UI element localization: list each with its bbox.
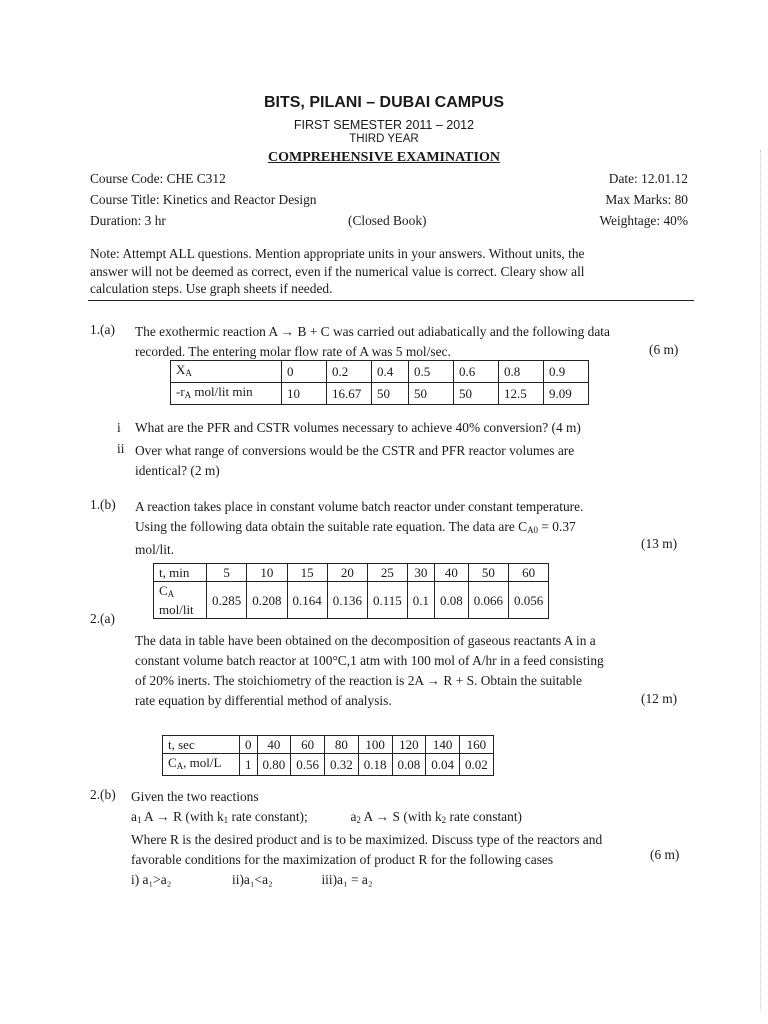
- question-line: of 20% inerts. The stoichiometry of the reaction is 2A → R + S. Obtain the suitable: [135, 673, 582, 688]
- table-header-cell: $-r_A$ mol/lit min: [171, 383, 282, 405]
- marks: (6 m): [649, 342, 679, 357]
- table-header-cell: t, min: [154, 564, 207, 582]
- table-cell: 40: [435, 564, 469, 582]
- subquestion-number: ii: [117, 441, 125, 456]
- course-code: Course Code: CHE C312: [90, 171, 226, 186]
- table-header-cell: $C_A$ mol/lit: [154, 582, 207, 619]
- table-cell: 10: [247, 564, 287, 582]
- table-cell: 0.32: [325, 754, 359, 776]
- question-text: [135, 322, 695, 361]
- table-cell: 160: [460, 736, 494, 754]
- question-number: 1.(b): [90, 497, 116, 512]
- question-text: [135, 631, 695, 711]
- table-row: [154, 582, 549, 619]
- table-cell: 15: [287, 564, 327, 582]
- table-cell: 80: [325, 736, 359, 754]
- data-table-q1b: [153, 563, 549, 619]
- weightage: Weightage: 40%: [599, 213, 688, 228]
- table-row: [163, 736, 494, 754]
- table-header-cell: $X_A$: [171, 361, 282, 383]
- table-cell: 120: [392, 736, 426, 754]
- table-cell: 0.04: [426, 754, 460, 776]
- table-cell: 12.5: [499, 383, 544, 405]
- semester-line: FIRST SEMESTER 2011 – 2012: [293, 118, 475, 132]
- question-line: A reaction takes place in constant volume batch reactor under constant temperature.: [135, 499, 584, 514]
- table-cell: 0.164: [287, 582, 327, 619]
- question-line: The exothermic reaction A → B + C was carried out adiabatically and the following data: [135, 324, 610, 339]
- table-cell: 0.056: [509, 582, 549, 619]
- table-header-cell: $C_A$, mol/L: [163, 754, 240, 776]
- table-cell: 0.285: [207, 582, 247, 619]
- marks: (12 m): [641, 691, 678, 706]
- table-cell: 50: [454, 383, 499, 405]
- note-line: Note: Attempt ALL questions. Mention appropriate units in your answers. Without units, the: [90, 246, 585, 261]
- table-cell: 40: [257, 736, 291, 754]
- closed-book: (Closed Book): [348, 213, 427, 228]
- table-cell: 0.02: [460, 754, 494, 776]
- scan-edge-line: [760, 150, 762, 1010]
- table-cell: 0.8: [499, 361, 544, 383]
- table-cell: 50: [409, 383, 454, 405]
- table-row: [154, 564, 549, 582]
- table-row: [171, 383, 589, 405]
- table-cell: 50: [468, 564, 508, 582]
- case-1: i) a₁>a₂: [131, 872, 172, 887]
- table-cell: 1: [240, 754, 258, 776]
- table-cell: 0.56: [291, 754, 325, 776]
- question-line: rate equation by differential method of analysis.: [135, 693, 392, 708]
- question-text: [131, 787, 696, 890]
- table-cell: 16.67: [327, 383, 372, 405]
- question-number: 2.(a): [90, 611, 115, 626]
- exam-date: Date: 12.01.12: [608, 171, 688, 186]
- exam-title: COMPREHENSIVE EXAMINATION: [268, 150, 500, 165]
- subquestion-number: i: [117, 420, 121, 435]
- subquestion-text: [135, 441, 695, 480]
- table-cell: 140: [426, 736, 460, 754]
- table-cell: 100: [358, 736, 392, 754]
- data-table-q2a: [162, 735, 494, 776]
- question-line: favorable conditions for the maximization of product R for the following cases: [131, 852, 554, 867]
- cases-line: [131, 870, 696, 890]
- max-marks: Max Marks: 80: [605, 192, 688, 207]
- question-line: recorded. The entering molar flow rate of A was 5 mol/sec.: [135, 343, 451, 359]
- table-row: [163, 754, 494, 776]
- table-cell: 0.08: [435, 582, 469, 619]
- year-line: THIRD YEAR: [349, 133, 419, 145]
- reaction-2: $a_2$ A → S (with $k_2$ rate constant): [350, 809, 523, 825]
- question-line: identical? (2 m): [135, 462, 220, 478]
- course-title: Course Title: Kinetics and Reactor Design: [90, 192, 317, 207]
- table-cell: 0.9: [544, 361, 589, 383]
- table-cell: 0.5: [409, 361, 454, 383]
- question-line: Given the two reactions: [131, 789, 259, 804]
- table-cell: 0.6: [454, 361, 499, 383]
- table-cell: 0.80: [257, 754, 291, 776]
- case-3: iii)a₁ = a₂: [321, 872, 373, 887]
- table-header-cell: t, sec: [163, 736, 240, 754]
- question-line: Using the following data obtain the suitable rate equation. The data are $C_{A0} = 0.37$: [135, 518, 576, 535]
- note-line: calculation steps. Use graph sheets if needed.: [90, 281, 333, 296]
- table-cell: 0: [240, 736, 258, 754]
- table-cell: 50: [372, 383, 409, 405]
- question-number: 1.(a): [90, 322, 115, 337]
- note: [90, 245, 696, 298]
- institution-title: BITS, PILANI – DUBAI CAMPUS: [263, 94, 504, 111]
- duration: Duration: 3 hr: [90, 213, 166, 228]
- divider: [88, 300, 694, 301]
- note-line: answer will not be deemed as correct, even if the numerical value is correct. Cleary show all: [90, 263, 585, 279]
- table-cell: 30: [407, 564, 434, 582]
- question-line: constant volume batch reactor at 100°C,1 atm with 100 mol of A/hr in a feed consisting: [135, 653, 604, 668]
- question-line: mol/lit.: [135, 542, 175, 557]
- table-cell: 0.4: [372, 361, 409, 383]
- table-cell: 0.115: [368, 582, 408, 619]
- table-cell: 0.066: [468, 582, 508, 619]
- question-line: [131, 807, 696, 830]
- table-cell: 0.08: [392, 754, 426, 776]
- case-2: ii)a₁<a₂: [232, 872, 273, 887]
- reaction-1: $a_1$ A → R (with $k_1$ rate constant);: [131, 809, 308, 825]
- table-cell: 0.18: [358, 754, 392, 776]
- question-line: Over what range of conversions would be the CSTR and PFR reactor volumes are: [135, 443, 575, 458]
- question-line: Where R is the desired product and is to be maximized. Discuss type of the reactors and: [131, 832, 603, 847]
- marks: (6 m): [650, 847, 680, 862]
- table-row: [171, 361, 589, 383]
- question-line: The data in table have been obtained on the decomposition of gaseous reactants A in a: [135, 633, 596, 648]
- table-cell: 0.136: [327, 582, 367, 619]
- question-number: 2.(b): [90, 787, 116, 802]
- table-cell: 9.09: [544, 383, 589, 405]
- table-cell: 20: [327, 564, 367, 582]
- table-cell: 0.2: [327, 361, 372, 383]
- table-cell: 0.208: [247, 582, 287, 619]
- table-cell: 60: [509, 564, 549, 582]
- data-table-q1a: [170, 360, 589, 405]
- table-cell: 60: [291, 736, 325, 754]
- subquestion-text: What are the PFR and CSTR volumes necessary to achieve 40% conversion? (4 m): [135, 420, 581, 435]
- table-cell: 0.1: [407, 582, 434, 619]
- table-cell: 10: [282, 383, 327, 405]
- table-cell: 25: [368, 564, 408, 582]
- table-cell: 0: [282, 361, 327, 383]
- table-cell: 5: [207, 564, 247, 582]
- question-text: [135, 497, 695, 560]
- marks: (13 m): [641, 536, 678, 551]
